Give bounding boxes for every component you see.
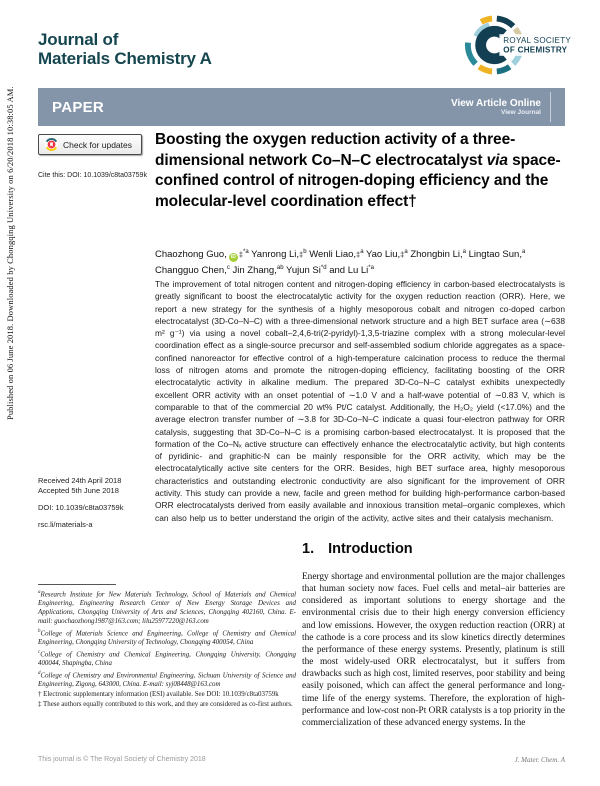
footnote: ‡ These authors equally contributed to this work, and they are considered as co-first authors. [38, 701, 293, 709]
author-list [155, 246, 565, 278]
section-heading-introduction [302, 541, 413, 557]
journal-title-line2: Materials Chemistry A [38, 49, 212, 68]
author-dagger: ‡ [356, 250, 361, 260]
journal-title-line1: Journal of [38, 30, 119, 49]
author-affiliation-sup: a [404, 249, 408, 255]
footnote: $^d$College of Chemistry and Environmental Engineering, Sichuan University of Science and Engineering, Zigong, 643000, China. E-mail: syj08448@163.com [38, 671, 296, 689]
author: Wenli Liao,‡$^a$ [309, 249, 364, 261]
author-dagger: ‡ [238, 250, 244, 260]
author-affiliation-sup: *a [243, 249, 249, 255]
journal-url-link[interactable]: rsc.li/materials-a [38, 520, 93, 529]
svg-text:ROYAL SOCIETY: ROYAL SOCIETY [503, 36, 572, 46]
svg-text:OF CHEMISTRY: OF CHEMISTRY [503, 45, 568, 55]
author-dagger: ‡ [400, 250, 405, 260]
doi-text: DOI: 10.1039/c8ta03759k [38, 503, 124, 512]
orcid-icon[interactable]: iD [230, 254, 236, 261]
title-italic-via: via [486, 151, 508, 169]
view-article-online-link[interactable]: View Article Online [450, 97, 541, 109]
download-watermark: Published on 06 June 2018. Downloaded by Chongqing University on 6/20/2018 10:38:05 AM. [5, 86, 15, 420]
author-affiliation-sup: *a [368, 264, 374, 271]
introduction-paragraph: Energy shortage and environmental pollution are the major challenges that human society now faces. Fuel cells and metal–air batteries are considered as important solutions to energy shortage and the environmental crisis due to their high energy conversion efficiency and low emissions. However, the oxygen reduction reaction (ORR) at the cathode is a core process and its slow kinetics directly determines the performance of these energy systems. Presently, platinum is still the most widely-used ORR electrocatalyst, but it suffers from drawbacks such as high cost, limited reserves, poor stability and being easily poisoned, which can affect the general performance and long-time life of the energy systems. Therefore, the exploration of high-performance and low-cost non-Pt ORR catalysts is a top priority in the commercialization of these advanced energy systems. In the [302, 572, 565, 728]
journal-abbreviation-footer: J. Mater. Chem. A [514, 756, 565, 764]
author-affiliation-sup: *d [320, 264, 327, 271]
paper-banner [38, 88, 565, 126]
abstract-text: The improvement of total nitrogen content and nitrogen-doping efficiency in carbon-based electrocatalysts is greatly significant to boost the electrocatalytic activity for the oxygen reduction reaction (ORR). Here, we report a new strategy for the synthesis of a highly mesoporous cobalt and nitrogen co-doped carbon electrocatalyst (3D-Co–N–C) with a three-dimensional network structure and a high BET surface area (∼638 m² g⁻¹) via using a novel cobalt–2,4,6-tri(2-pyridyl)-1,3,5-triazine complex with a strong molecular-level coordination effect as a single-source precursor and self-assembled sodium chloride aggregates as a space-confined nanoreactor for effective control of a high-temperature calcination process to reduce the thermal loss of nitrogen atoms and promote the nitrogen-doping efficiency, facilitating boosting of the ORR electrocatalytic activity in alkaline medium. The prepared 3D-Co–N–C catalyst exhibits unexpectedly excellent ORR activity with an onset potential of ∼1.0 V and a half-wave potential of ∼0.83 V, which is comparable to that of the commercial 20 wt% Pt/C catalyst. Additionally, the H₂O₂ yield (<17.0%) and the average electron transfer number of ∼3.8 for 3D-Co–N–C indicate a quasi four-electron pathway for ORR catalysis, suggesting that 3D-Co–N–C is a promising carbon-based electrocatalyst. It is proposed that the formation of the Co–Nₓ active structure can effectively enhance the electrocatalytic activity, but high contents of pyridinic- and graphitic-N can be mainly responsible for the ORR activity, which may be the electrocatalytically active site centers for the ORR. Besides, high BET surface area, highly mesoporous characteristics and outstanding electronic conductivity are also significant for the improvement of ORR activity. This study can provide a new, facile and green method for building high-performance carbon-based ORR electrocatalysts derived from easily available and innoxious transition metal–organic complexes, which can also help us to better understand the origin of the activity, active sites and their catalysis mechanism. [155, 279, 565, 523]
rsc-logo [462, 10, 580, 85]
crossmark-icon [45, 138, 58, 151]
author-affiliation-sup: a [462, 249, 466, 255]
footnote-list [38, 589, 296, 711]
author: Yanrong Li,‡$^b$ [251, 249, 307, 261]
author-affiliation-sup: a [360, 249, 364, 255]
journal-title [38, 30, 212, 68]
author: Yao Liu,‡$^a$ [366, 249, 408, 261]
received-date: Received 24th April 2018 [38, 476, 122, 485]
footnote-rule [38, 584, 116, 585]
rsc-logo-icon [462, 10, 580, 80]
check-for-updates-button[interactable] [38, 134, 142, 155]
footnote: $^b$College of Materials Science and Engineering, College of Chemistry and Chemical Engineering, Chongqing University of Technology, Chongqing 400054, China [38, 628, 296, 647]
cite-this-doi: Cite this: DOI: 10.1039/c8ta03759k [38, 172, 147, 179]
footnote: $^a$Research Institute for New Materials Technology, School of Materials and Chemical Engineering, Engineering Research Center of New Energy Storage Devices and Applications, Chongqing University of Arts and Sciences, Chongqing 402160, China. E-mail: guochaozhong1987@163.com; lilu25977220@163.com [38, 590, 296, 626]
author-affiliation-sup: a [521, 249, 526, 255]
author: Lingtao Sun,$^a$ [468, 249, 526, 261]
section-number: 1. [302, 541, 315, 557]
check-for-updates-label: Check for updates [63, 139, 132, 150]
author-affiliation-sup: c [226, 264, 230, 271]
author: Jin Zhang,$^{ab}$ [232, 264, 284, 277]
received-accepted-block [38, 476, 123, 530]
article-title: Boosting the oxygen reduction activity of a three-dimensional network Co–N–C electrocatalyst via space-confined control of nitrogen-doping efficiency and the molecular-level coordination effect† [155, 131, 561, 210]
copyright-footer: This journal is © The Royal Society of Chemistry 2018 [38, 756, 206, 763]
accepted-date: Accepted 5th June 2018 [38, 486, 119, 495]
section-title: Introduction [328, 541, 413, 557]
author-affiliation-sup: ab [276, 264, 284, 271]
footnote: † Electronic supplementary information (ESI) available. See DOI: 10.1039/c8ta03759k [38, 691, 279, 699]
banner-divider [550, 92, 551, 122]
author-affiliation-sup: b [303, 249, 307, 255]
footnote: $^c$College of Chemistry and Chemical Engineering, Chongqing University, Chongqing 400044, Shapingba, China [38, 650, 296, 668]
author: and Lu Li$^{*a}$ [329, 264, 374, 277]
author-dagger: ‡ [299, 250, 304, 260]
author: Yujun Si$^{*d}$ [286, 264, 327, 277]
author: Changguo Chen,$^c$ [155, 264, 230, 277]
view-journal-link[interactable]: View Journal [501, 109, 541, 117]
paper-type-label: PAPER [52, 98, 105, 116]
author: Zhongbin Li,$^a$ [410, 249, 466, 261]
author: Chaozhong Guo, iD ‡$^{*a}$ [155, 249, 249, 261]
